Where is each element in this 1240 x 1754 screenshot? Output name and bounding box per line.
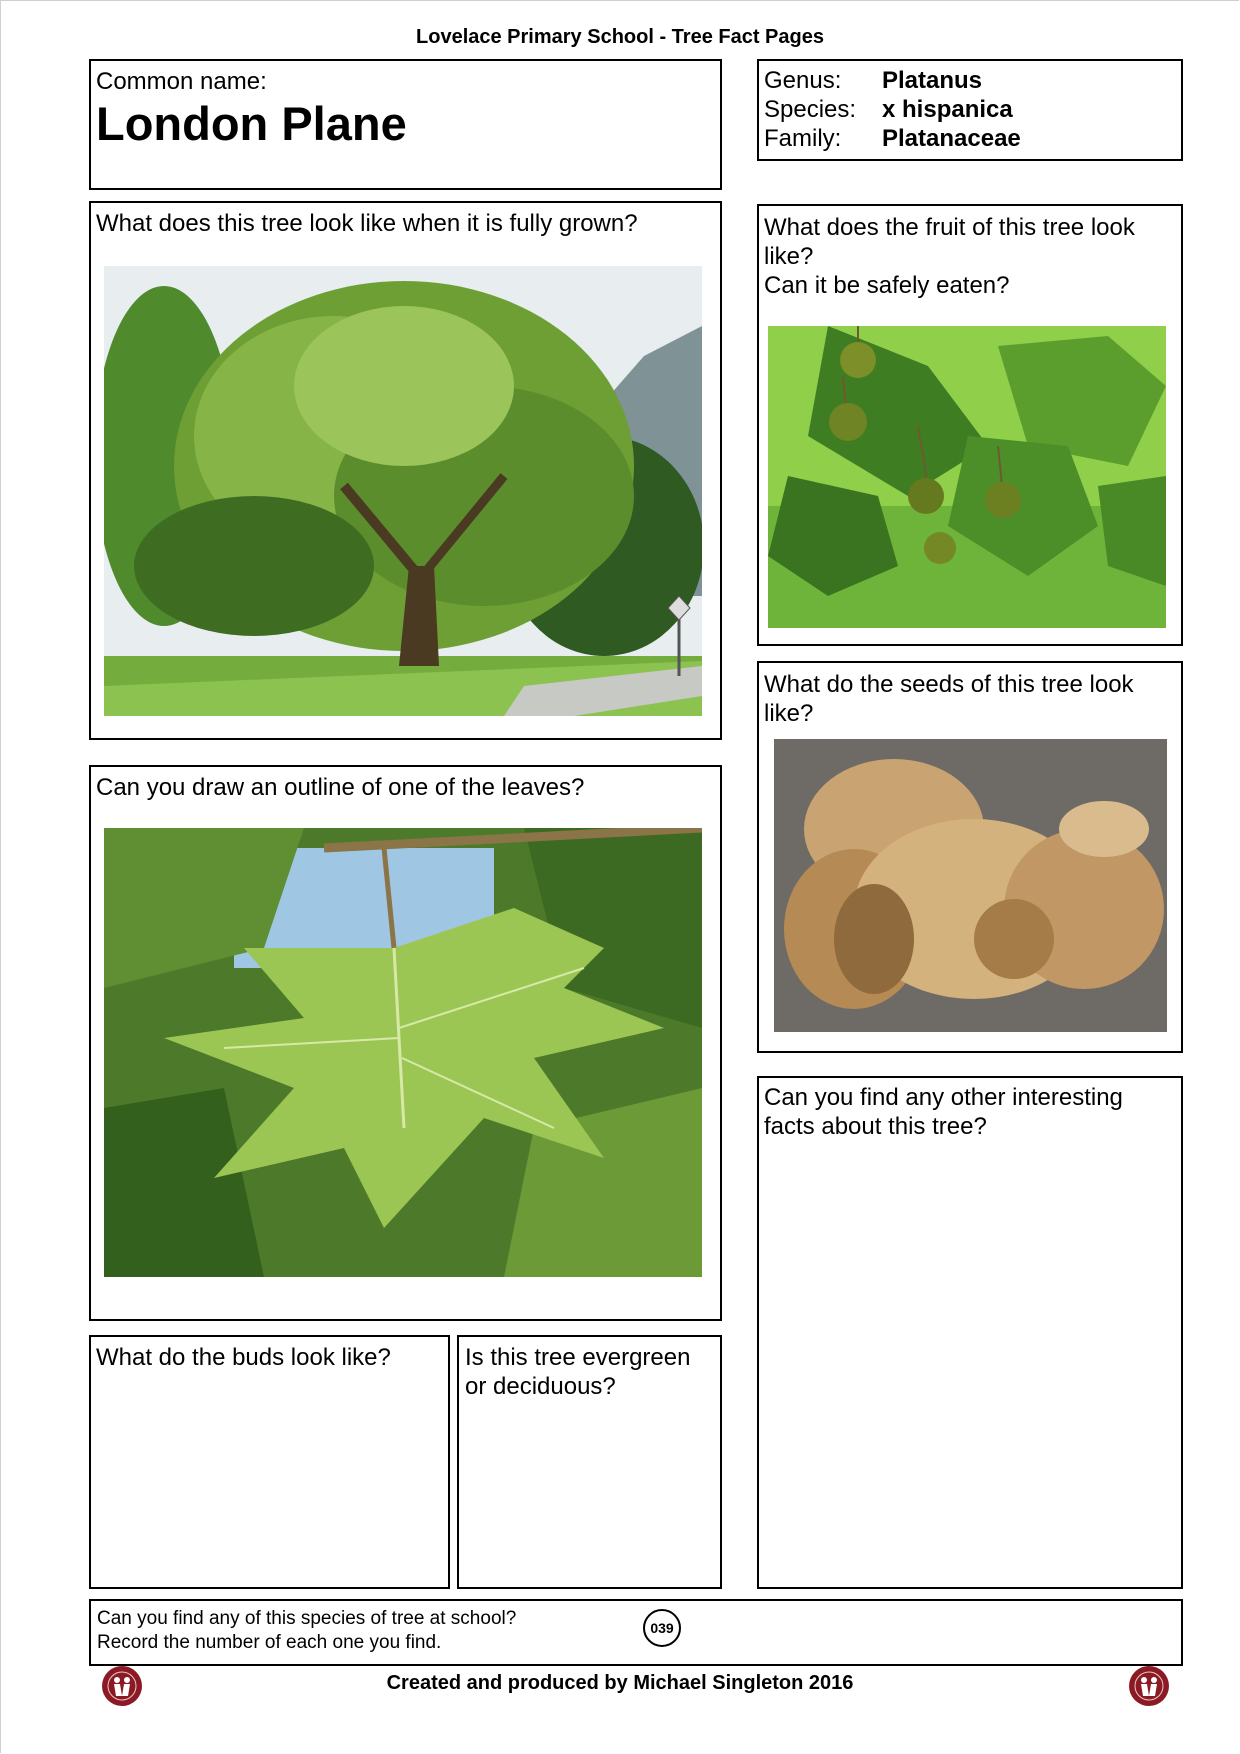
facts-question-line2: facts about this tree? [764,1113,987,1140]
seeds-photo [774,739,1167,1032]
family-label: Family: [764,125,842,152]
page-header-title: Lovelace Primary School - Tree Fact Pages [416,26,824,48]
fruit-question-line3: Can it be safely eaten? [764,272,1010,299]
fruit-question-line1: What does the fruit of this tree look [764,214,1135,241]
facts-box [757,1076,1183,1589]
school-logo-left-icon [101,1665,143,1707]
school-logo-right-icon [1128,1665,1170,1707]
seeds-question-line1: What do the seeds of this tree look [764,671,1134,698]
evergreen-question-line2: or deciduous? [465,1373,616,1400]
seeds-question-line2: like? [764,700,814,727]
fully-grown-question: What does this tree look like when it is fully grown? [96,210,638,237]
family-value: Platanaceae [882,125,1021,152]
species-value: x hispanica [882,96,1013,123]
survey-line2: Record the number of each one you find. [97,1632,442,1653]
facts-question-line1: Can you find any other interesting [764,1084,1123,1111]
footer-credit: Created and produced by Michael Singleton 2016 [386,1672,854,1694]
genus-value: Platanus [882,67,983,94]
page-number-badge: 039 [643,1609,681,1647]
leaves-question: Can you draw an outline of one of the leaves? [96,774,585,801]
fruit-question-line2: like? [764,243,814,270]
species-label: Species: [764,96,857,123]
common-name-value: London Plane [96,97,407,150]
buds-question: What do the buds look like? [96,1344,391,1371]
survey-line1: Can you find any of this species of tree at school? [97,1608,517,1629]
buds-box [89,1335,450,1589]
evergreen-question-line1: Is this tree evergreen [465,1344,691,1371]
tree-photo [104,266,702,716]
genus-label: Genus: [764,67,842,94]
common-name-label: Common name: [96,68,267,95]
leaf-photo [104,828,702,1277]
fruit-photo [768,326,1166,628]
